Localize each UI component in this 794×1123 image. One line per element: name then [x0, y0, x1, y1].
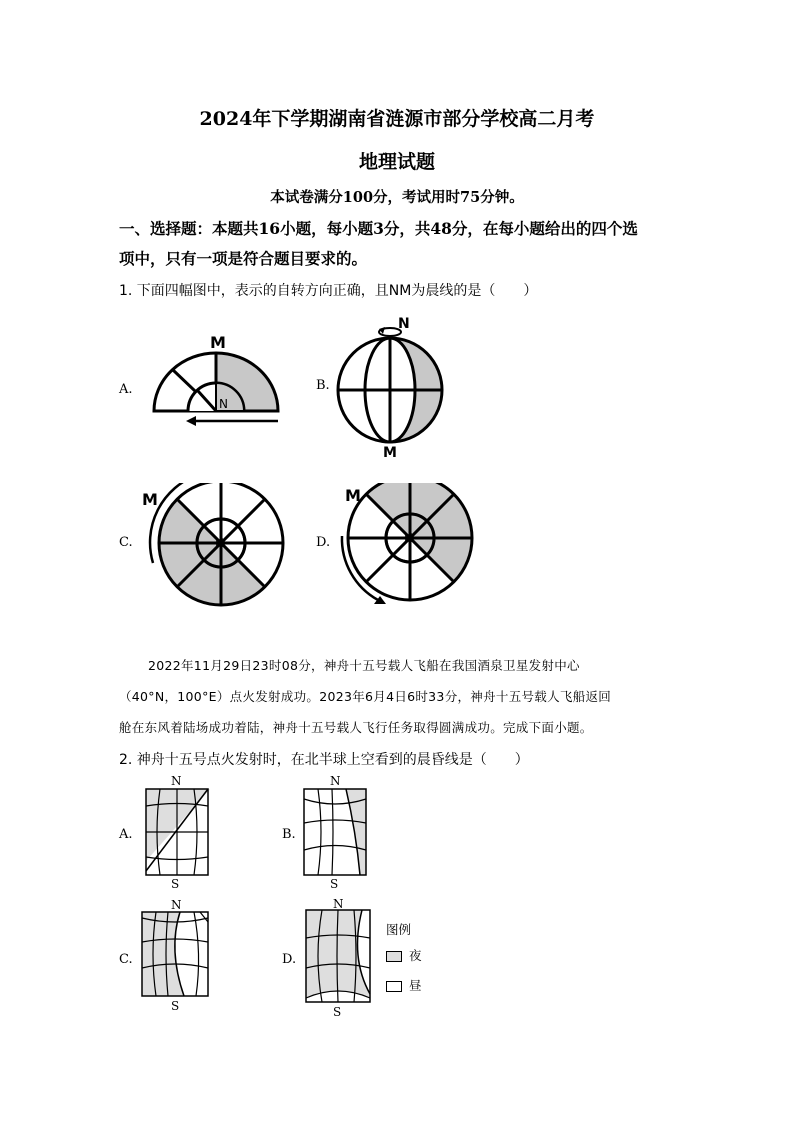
- section-heading-line1: 一、选择题：本题共16小题，每小题3分，共48分，在每小题给出的四个选: [119, 219, 638, 238]
- material-line-3: 舱在东风着陆场成功着陆，神舟十五号载人飞行任务取得圆满成功。完成下面小题。: [119, 720, 593, 735]
- q2-figure-b: [300, 773, 380, 893]
- q2-option-d-label: D.: [282, 952, 297, 967]
- q2d-pole-s: S: [333, 1005, 342, 1019]
- q1d-label-n: N: [404, 531, 413, 545]
- q1b-label-n: N: [398, 316, 410, 332]
- exam-title: 2024年下学期湖南省涟源市部分学校高二月考: [199, 108, 595, 130]
- q1-figure-d: [335, 483, 485, 608]
- q1-figure-c: [138, 483, 288, 608]
- legend-day-swatch: [386, 981, 402, 992]
- q2b-pole-n: N: [330, 774, 341, 788]
- q2a-pole-n: N: [171, 774, 182, 788]
- q2-option-a-label: A.: [119, 827, 133, 842]
- question-2-stem: 2. 神舟十五号点火发射时，在北半球上空看到的晨昏线是（ ）: [119, 752, 529, 768]
- legend-night-swatch: [386, 951, 402, 962]
- section-heading-line2: 项中，只有一项是符合题目要求的。: [119, 249, 368, 268]
- q1d-label-m: M: [345, 486, 361, 505]
- q2b-pole-s: S: [330, 877, 339, 891]
- exam-info: 本试卷满分100分，考试用时75分钟。: [270, 189, 524, 206]
- q1-figure-b: [335, 315, 450, 460]
- q1-figure-a: [140, 325, 290, 430]
- q1-option-b-label: B.: [316, 378, 330, 393]
- q1a-label-m: M: [210, 333, 226, 352]
- q1-option-d-label: D.: [316, 535, 331, 550]
- q1c-label-m: M: [142, 490, 158, 509]
- exam-subtitle: 地理试题: [358, 151, 435, 173]
- q1c-label-n: N: [215, 536, 224, 550]
- q2a-pole-s: S: [171, 877, 180, 891]
- material-line-1: 2022年11月29日23时08分，神舟十五号载人飞船在我国酒泉卫星发射中心: [148, 658, 580, 673]
- q1a-label-n: N: [219, 397, 228, 411]
- q2c-pole-n: N: [171, 898, 182, 912]
- q2c-pole-s: S: [171, 999, 180, 1013]
- q2-figure-d: [300, 898, 380, 1020]
- legend-night-label: 夜: [409, 948, 422, 963]
- q1b-label-m: M: [383, 445, 397, 460]
- question-1-stem: 1. 下面四幅图中，表示的自转方向正确，且NM为晨线的是（ ）: [119, 283, 538, 299]
- q2-figure-c: [138, 898, 218, 1013]
- q1-option-a-label: A.: [119, 382, 133, 397]
- material-line-2: （40°N，100°E）点火发射成功。2023年6月4日6时33分，神舟十五号载人飞船返回: [119, 689, 612, 704]
- q2-option-b-label: B.: [282, 827, 296, 842]
- q1-option-c-label: C.: [119, 535, 133, 550]
- q2-option-c-label: C.: [119, 952, 133, 967]
- q2d-pole-n: N: [333, 898, 344, 911]
- legend-title: 图例: [386, 922, 412, 937]
- q2-figure-a: [138, 773, 218, 893]
- legend-day-label: 昼: [409, 978, 422, 993]
